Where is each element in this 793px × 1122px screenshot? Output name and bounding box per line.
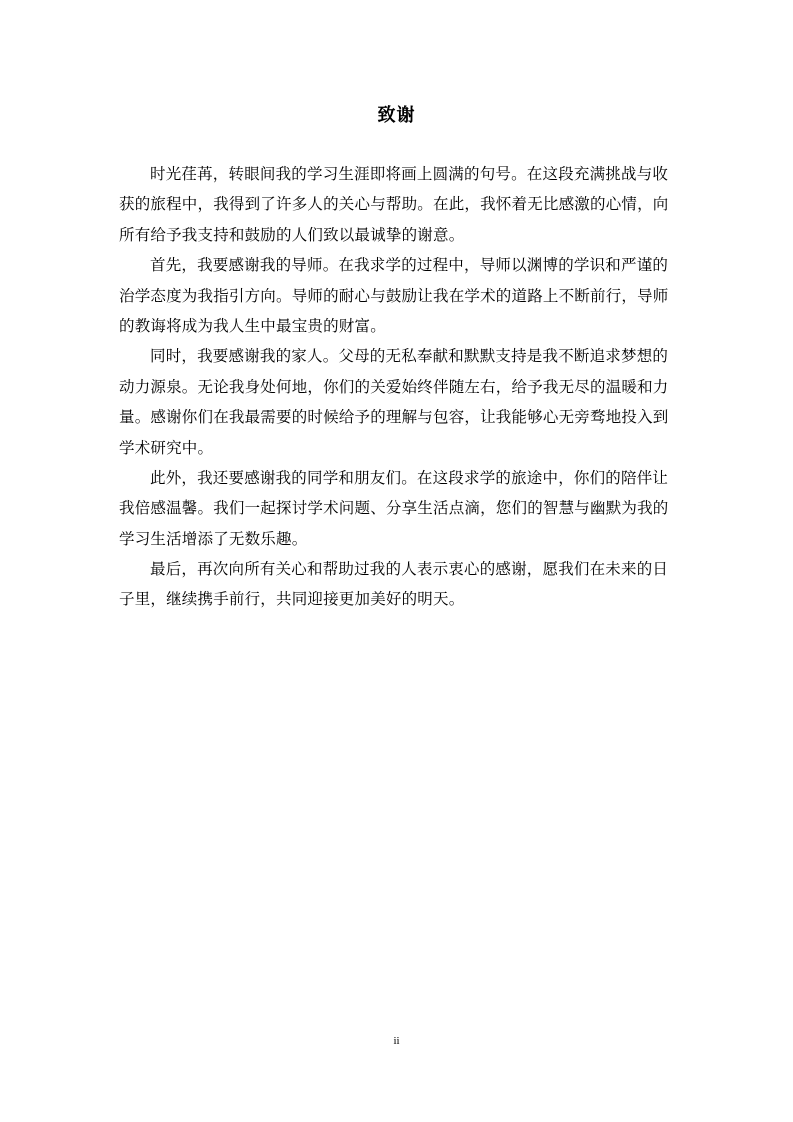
paragraph-line: 最后，再次向所有关心和帮助过我的人表示衷心的感谢，愿我们在未来的日 <box>150 560 669 579</box>
paragraph-4 <box>119 463 675 554</box>
paragraph-line: 获的旅程中，我得到了许多人的关心与帮助。在此，我怀着无比感激的心情，向 <box>119 195 669 214</box>
paragraph-line: 时光荏苒，转眼间我的学习生涯即将画上圆满的句号。在这段充满挑战与收 <box>150 165 669 183</box>
paragraph-line: 治学态度为我指引方向。导师的耐心与鼓励让我在学术的道路上不断前行，导师 <box>119 286 669 305</box>
paragraph-5 <box>119 554 675 615</box>
paragraph-1 <box>119 159 675 250</box>
paragraph-line: 动力源泉。无论我身处何地，你们的关爱始终伴随左右，给予我无尽的温暖和力 <box>119 377 669 396</box>
paragraph-line: 此外，我还要感谢我的同学和朋友们。在这段求学的旅途中，你们的陪伴让 <box>150 468 669 487</box>
acknowledgement-body <box>119 159 675 615</box>
paragraph-line: 学习生活增添了无数乐趣。 <box>119 529 308 548</box>
paragraph-line: 子里，继续携手前行，共同迎接更加美好的明天。 <box>119 590 465 609</box>
paragraph-line: 首先，我要感谢我的导师。在我求学的过程中，导师以渊博的学识和严谨的 <box>150 256 669 275</box>
paragraph-line: 所有给予我支持和鼓励的人们致以最诚挚的谢意。 <box>119 225 465 244</box>
paragraph-line: 的教诲将成为我人生中最宝贵的财富。 <box>119 316 386 335</box>
paragraph-line: 同时，我要感谢我的家人。父母的无私奉献和默默支持是我不断追求梦想的 <box>150 347 669 366</box>
paragraph-line: 我倍感温馨。我们一起探讨学术问题、分享生活点滴，您们的智慧与幽默为我的 <box>119 499 669 518</box>
paragraph-2 <box>119 250 675 341</box>
page-title: 致谢 <box>377 105 416 126</box>
paragraph-3 <box>119 341 675 463</box>
page-number: ii <box>393 1035 400 1047</box>
paragraph-line: 学术研究中。 <box>119 438 214 457</box>
paragraph-line: 量。感谢你们在我最需要的时候给予的理解与包容，让我能够心无旁骛地投入到 <box>119 408 669 427</box>
